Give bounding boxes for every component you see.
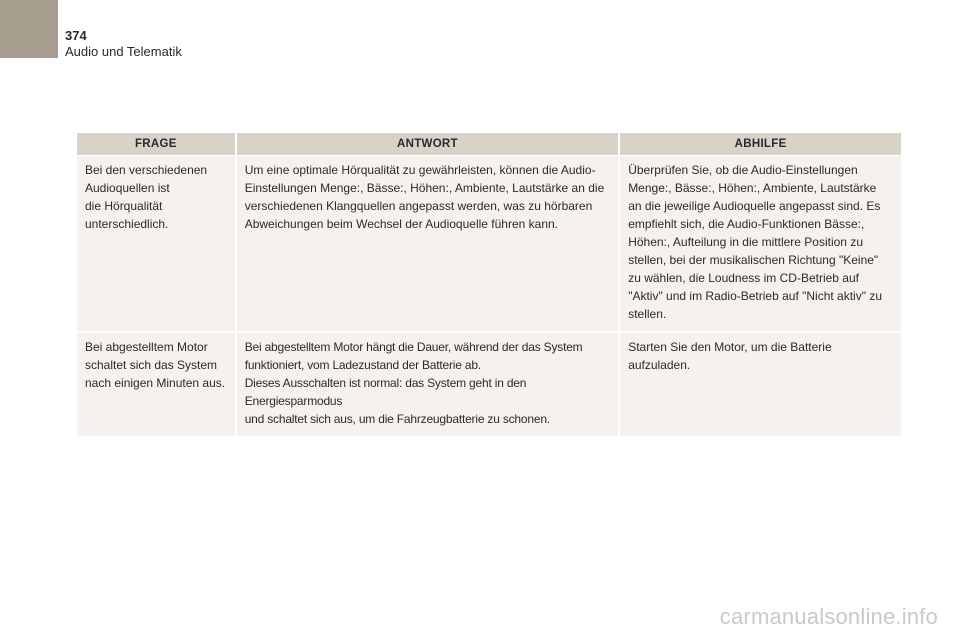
text-line: Abweichungen beim Wechsel der Audioquelle führen kann. [244,217,559,231]
text-line: "Aktiv" und im Radio-Betrieb auf "Nicht aktiv" zu [628,289,882,303]
column-header-abhilfe: ABHILFE [620,133,901,155]
faq-table [75,133,903,436]
abhilfe-cell [620,331,901,436]
abhilfe-cell [620,155,901,331]
text-line: funktioniert, vom Ladezustand der Batterie ab. [244,358,481,372]
page-number: 374 [65,28,87,43]
antwort-cell [237,331,619,436]
text-line: schaltet sich das System [85,358,218,372]
column-header-frage: FRAGE [77,133,235,155]
watermark-text: carmanualsonline.info [719,604,938,629]
text-line: stellen. [628,307,667,321]
frage-cell [77,155,235,331]
text-line: aufzuladen. [628,358,691,372]
text-line: Bei den verschiedenen [85,163,208,177]
text-line: verschiedenen Klangquellen angepasst werden, was zu hörbaren [244,199,593,213]
text-line: Höhen:, Aufteilung in die mittlere Position zu [628,235,863,249]
text-line: unterschiedlich. [85,217,169,231]
corner-tab [0,0,58,58]
text-line: und schaltet sich aus, um die Fahrzeugbatterie zu schonen. [244,412,550,426]
frage-cell [77,331,235,436]
text-line: Dieses Ausschalten ist normal: das System geht in den Energiesparmodus [244,376,527,408]
column-header-antwort: ANTWORT [237,133,619,155]
text-line: Bei abgestelltem Motor hängt die Dauer, während der das System [244,340,583,354]
text-line: empfiehlt sich, die Audio-Funktionen Bässe:, [628,217,865,231]
table-row [77,331,901,436]
text-line: die Hörqualität [85,199,163,213]
text-line: Audioquellen ist [85,181,170,195]
text-line: stellen, bei der musikalischen Richtung "Keine" [628,253,879,267]
text-line: Einstellungen Menge:, Bässe:, Höhen:, Ambiente, Lautstärke an die [244,181,605,195]
antwort-cell [237,155,619,331]
text-line: Bei abgestelltem Motor [85,340,208,354]
text-line: zu wählen, die Loudness im CD-Betrieb auf [628,271,859,285]
text-line: Überprüfen Sie, ob die Audio-Einstellungen [628,163,858,177]
section-title: Audio und Telematik [65,44,182,59]
text-line: nach einigen Minuten aus. [85,376,226,390]
text-line: an die jeweilige Audioquelle angepasst sind. Es [628,199,881,213]
table-row [77,155,901,331]
text-line: Menge:, Bässe:, Höhen:, Ambiente, Lautstärke [628,181,877,195]
text-line: Starten Sie den Motor, um die Batterie [628,340,832,354]
text-line: Um eine optimale Hörqualität zu gewährleisten, können die Audio- [244,163,596,177]
table-header-row [77,133,901,155]
